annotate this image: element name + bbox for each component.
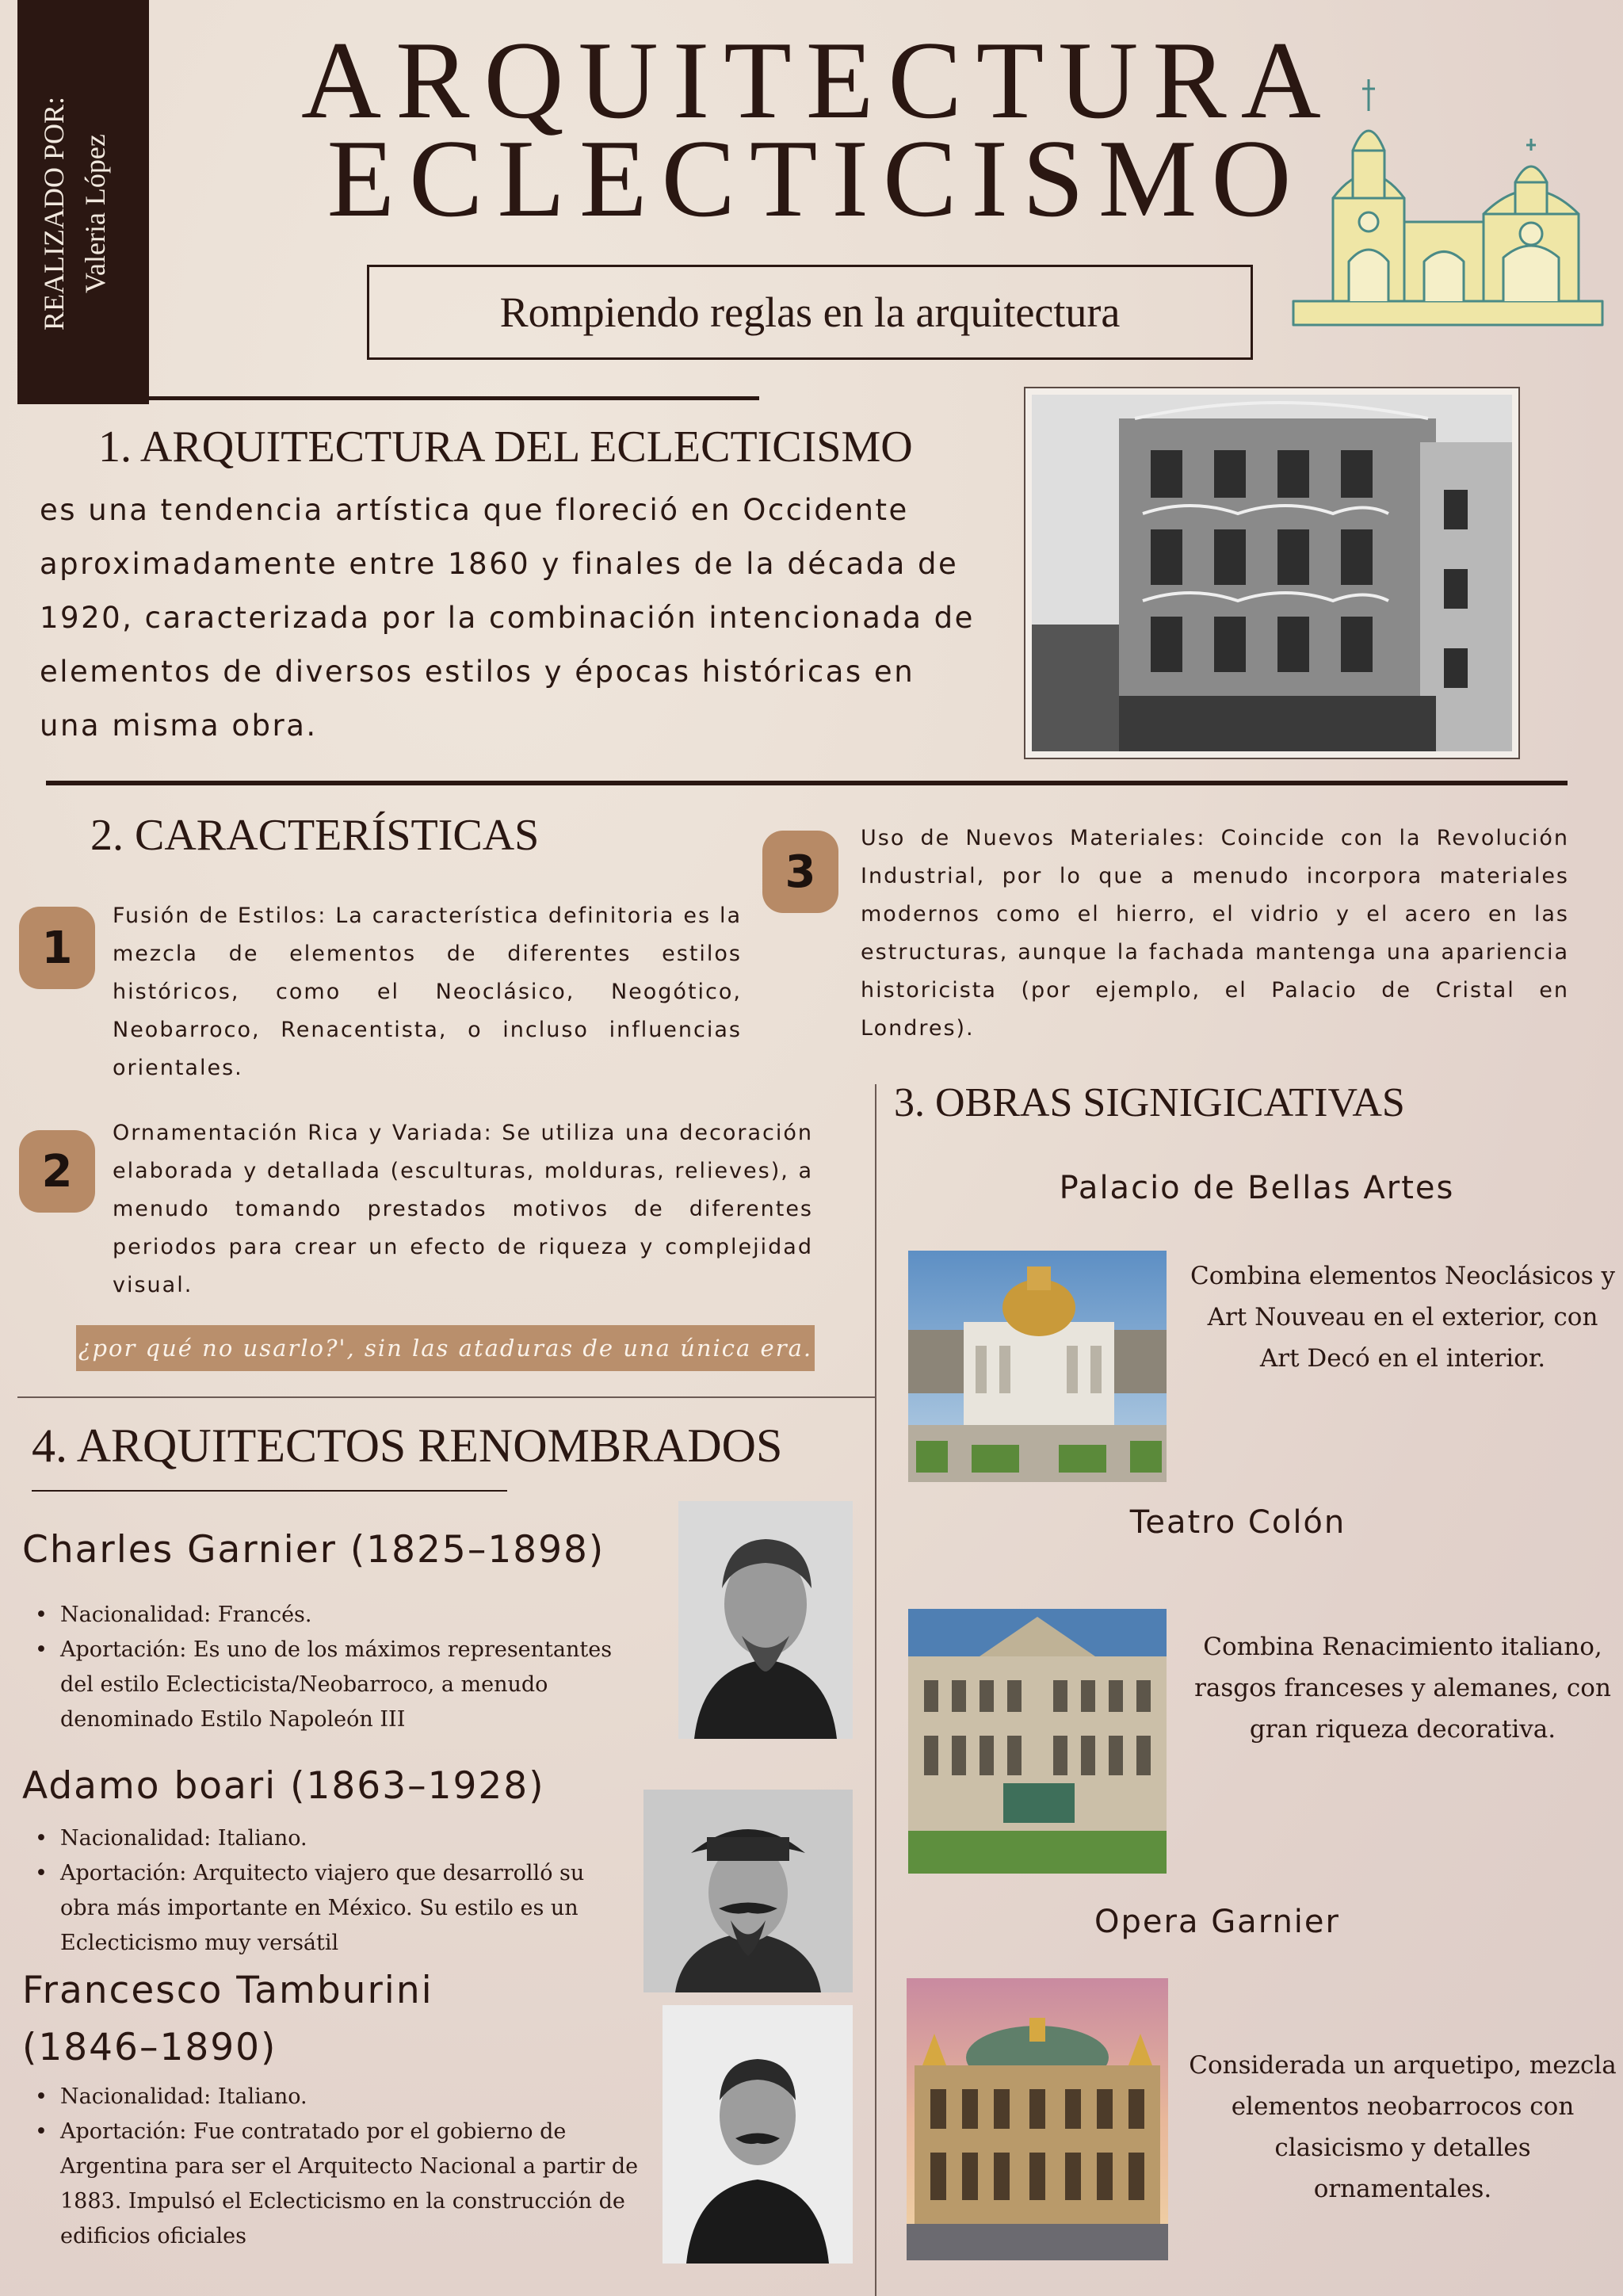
characteristic-text-3: Uso de Nuevos Materiales: Coincide con la Revolución Industrial, por lo que a menudo incorpora materiales modernos como el hierro, el vidrio y el acero en las estructuras, aunque la fachada mantenga una apariencia historicista (por ejemplo, el Palacio de Cristal en Londres). — [861, 826, 1569, 1041]
work-title-bellas-artes: Palacio de Bellas Artes — [1059, 1170, 1455, 1206]
page-title — [301, 19, 1335, 240]
author-credit — [33, 63, 136, 365]
bellas-artes-photo — [908, 1251, 1167, 1482]
characteristic-badge-3: 3 — [762, 831, 838, 913]
section1-body: es una tendencia artística que floreció en Occidente aproximadamente entre 1860 y finales de la década de 1920, caracterizada por la combinación intencionada de elementos de diversos estilos y épocas históricas en una misma obra. — [40, 493, 975, 743]
quote-banner — [76, 1325, 815, 1371]
title-line-2: ECLECTICISMO — [327, 117, 1306, 240]
author-name: Valeria López — [79, 134, 111, 294]
portrait-tamburini — [663, 2005, 853, 2264]
subtitle-box — [367, 265, 1253, 360]
work-title-teatro-colon: Teatro Colón — [1129, 1504, 1346, 1541]
section4-heading: 4. ARQUITECTOS RENOMBRADOS — [32, 1419, 783, 1472]
architect-details-boari — [24, 1821, 634, 1961]
work-desc-opera-garnier: Considerada un arquetipo, mezcla elementos neobarrocos con clasicismo y detalles ornamentales. — [1189, 2051, 1617, 2203]
work-title-opera-garnier: Opera Garnier — [1094, 1904, 1340, 1940]
divider-section4 — [17, 1396, 875, 1398]
portrait-boari — [643, 1790, 853, 1992]
architect-contribution: • Aportación: Fue contratado por el gobierno de Argentina para ser el Arquitecto Nacional a partir de 1883. Impulsó el Eclecticismo en la construcción de edificios oficiales — [24, 2115, 674, 2254]
architect-nationality: • Nacionalidad: Italiano. — [24, 2080, 674, 2115]
section1-heading: 1. ARQUITECTURA DEL ECLECTICISMO — [98, 422, 913, 472]
divider-middle — [46, 781, 1568, 785]
eclectic-building-photo — [1024, 387, 1520, 759]
architect-nationality: • Nacionalidad: Italiano. — [24, 1821, 634, 1856]
architect-name-tamburini-line1: Francesco Tamburini — [22, 1969, 433, 2012]
author-sidebar — [17, 0, 149, 404]
divider-top — [149, 396, 759, 400]
architect-name-garnier: Charles Garnier (1825–1898) — [22, 1528, 605, 1572]
architect-details-garnier — [24, 1598, 650, 1737]
characteristic-text-1: Fusión de Estilos: La característica definitoria es la mezcla de elementos de diferentes estilos históricos, como el Neoclásico, Neogótico, Neobarroco, Renacentista, o incluso influencias orientales. — [113, 904, 742, 1080]
title-line-1: ARQUITECTURA — [301, 19, 1335, 142]
characteristic-text-2: Ornamentación Rica y Variada: Se utiliza una decoración elaborada y detallada (esculturas, molduras, relieves), a menudo tomando prestados motivos de diferentes periodos para crear un efecto de riqueza y complejidad visual. — [113, 1121, 813, 1297]
architect-nationality: • Nacionalidad: Francés. — [24, 1598, 650, 1633]
architect-name-boari: Adamo boari (1863–1928) — [22, 1764, 545, 1808]
opera-garnier-photo — [907, 1978, 1168, 2260]
architect-name-tamburini-line2: (1846–1890) — [22, 2026, 277, 2069]
characteristic-badge-1: 1 — [19, 907, 95, 989]
characteristic-badge-2: 2 — [19, 1130, 95, 1213]
teatro-colon-photo — [908, 1609, 1167, 1874]
work-desc-bellas-artes: Combina elementos Neoclásicos y Art Nouveau en el exterior, con Art Decó en el interior. — [1190, 1262, 1616, 1373]
author-label: REALIZADO POR: — [38, 97, 70, 331]
architect-details-tamburini — [24, 2080, 674, 2254]
portrait-garnier — [678, 1501, 853, 1739]
work-desc-teatro-colon: Combina Renacimiento italiano, rasgos franceses y alemanes, con gran riqueza decorativa. — [1194, 1633, 1611, 1744]
section4-underline — [32, 1490, 507, 1492]
subtitle: Rompiendo reglas en la arquitectura — [499, 288, 1121, 336]
architect-contribution: • Aportación: Arquitecto viajero que desarrolló su obra más importante en México. Su estilo es un Eclecticismo muy versátil — [24, 1856, 634, 1961]
quote-text: ¿por qué no usarlo?', sin las ataduras de una única era. — [78, 1335, 813, 1362]
architect-contribution: • Aportación: Es uno de los máximos representantes del estilo Eclecticista/Neobarroco, a menudo denominado Estilo Napoleón III — [24, 1633, 650, 1737]
section3-heading: 3. OBRAS SIGNIGICATIVAS — [894, 1080, 1405, 1125]
column-divider — [875, 1084, 876, 2296]
section2-heading: 2. CARACTERÍSTICAS — [90, 811, 540, 860]
cathedral-illustration — [1285, 63, 1610, 333]
